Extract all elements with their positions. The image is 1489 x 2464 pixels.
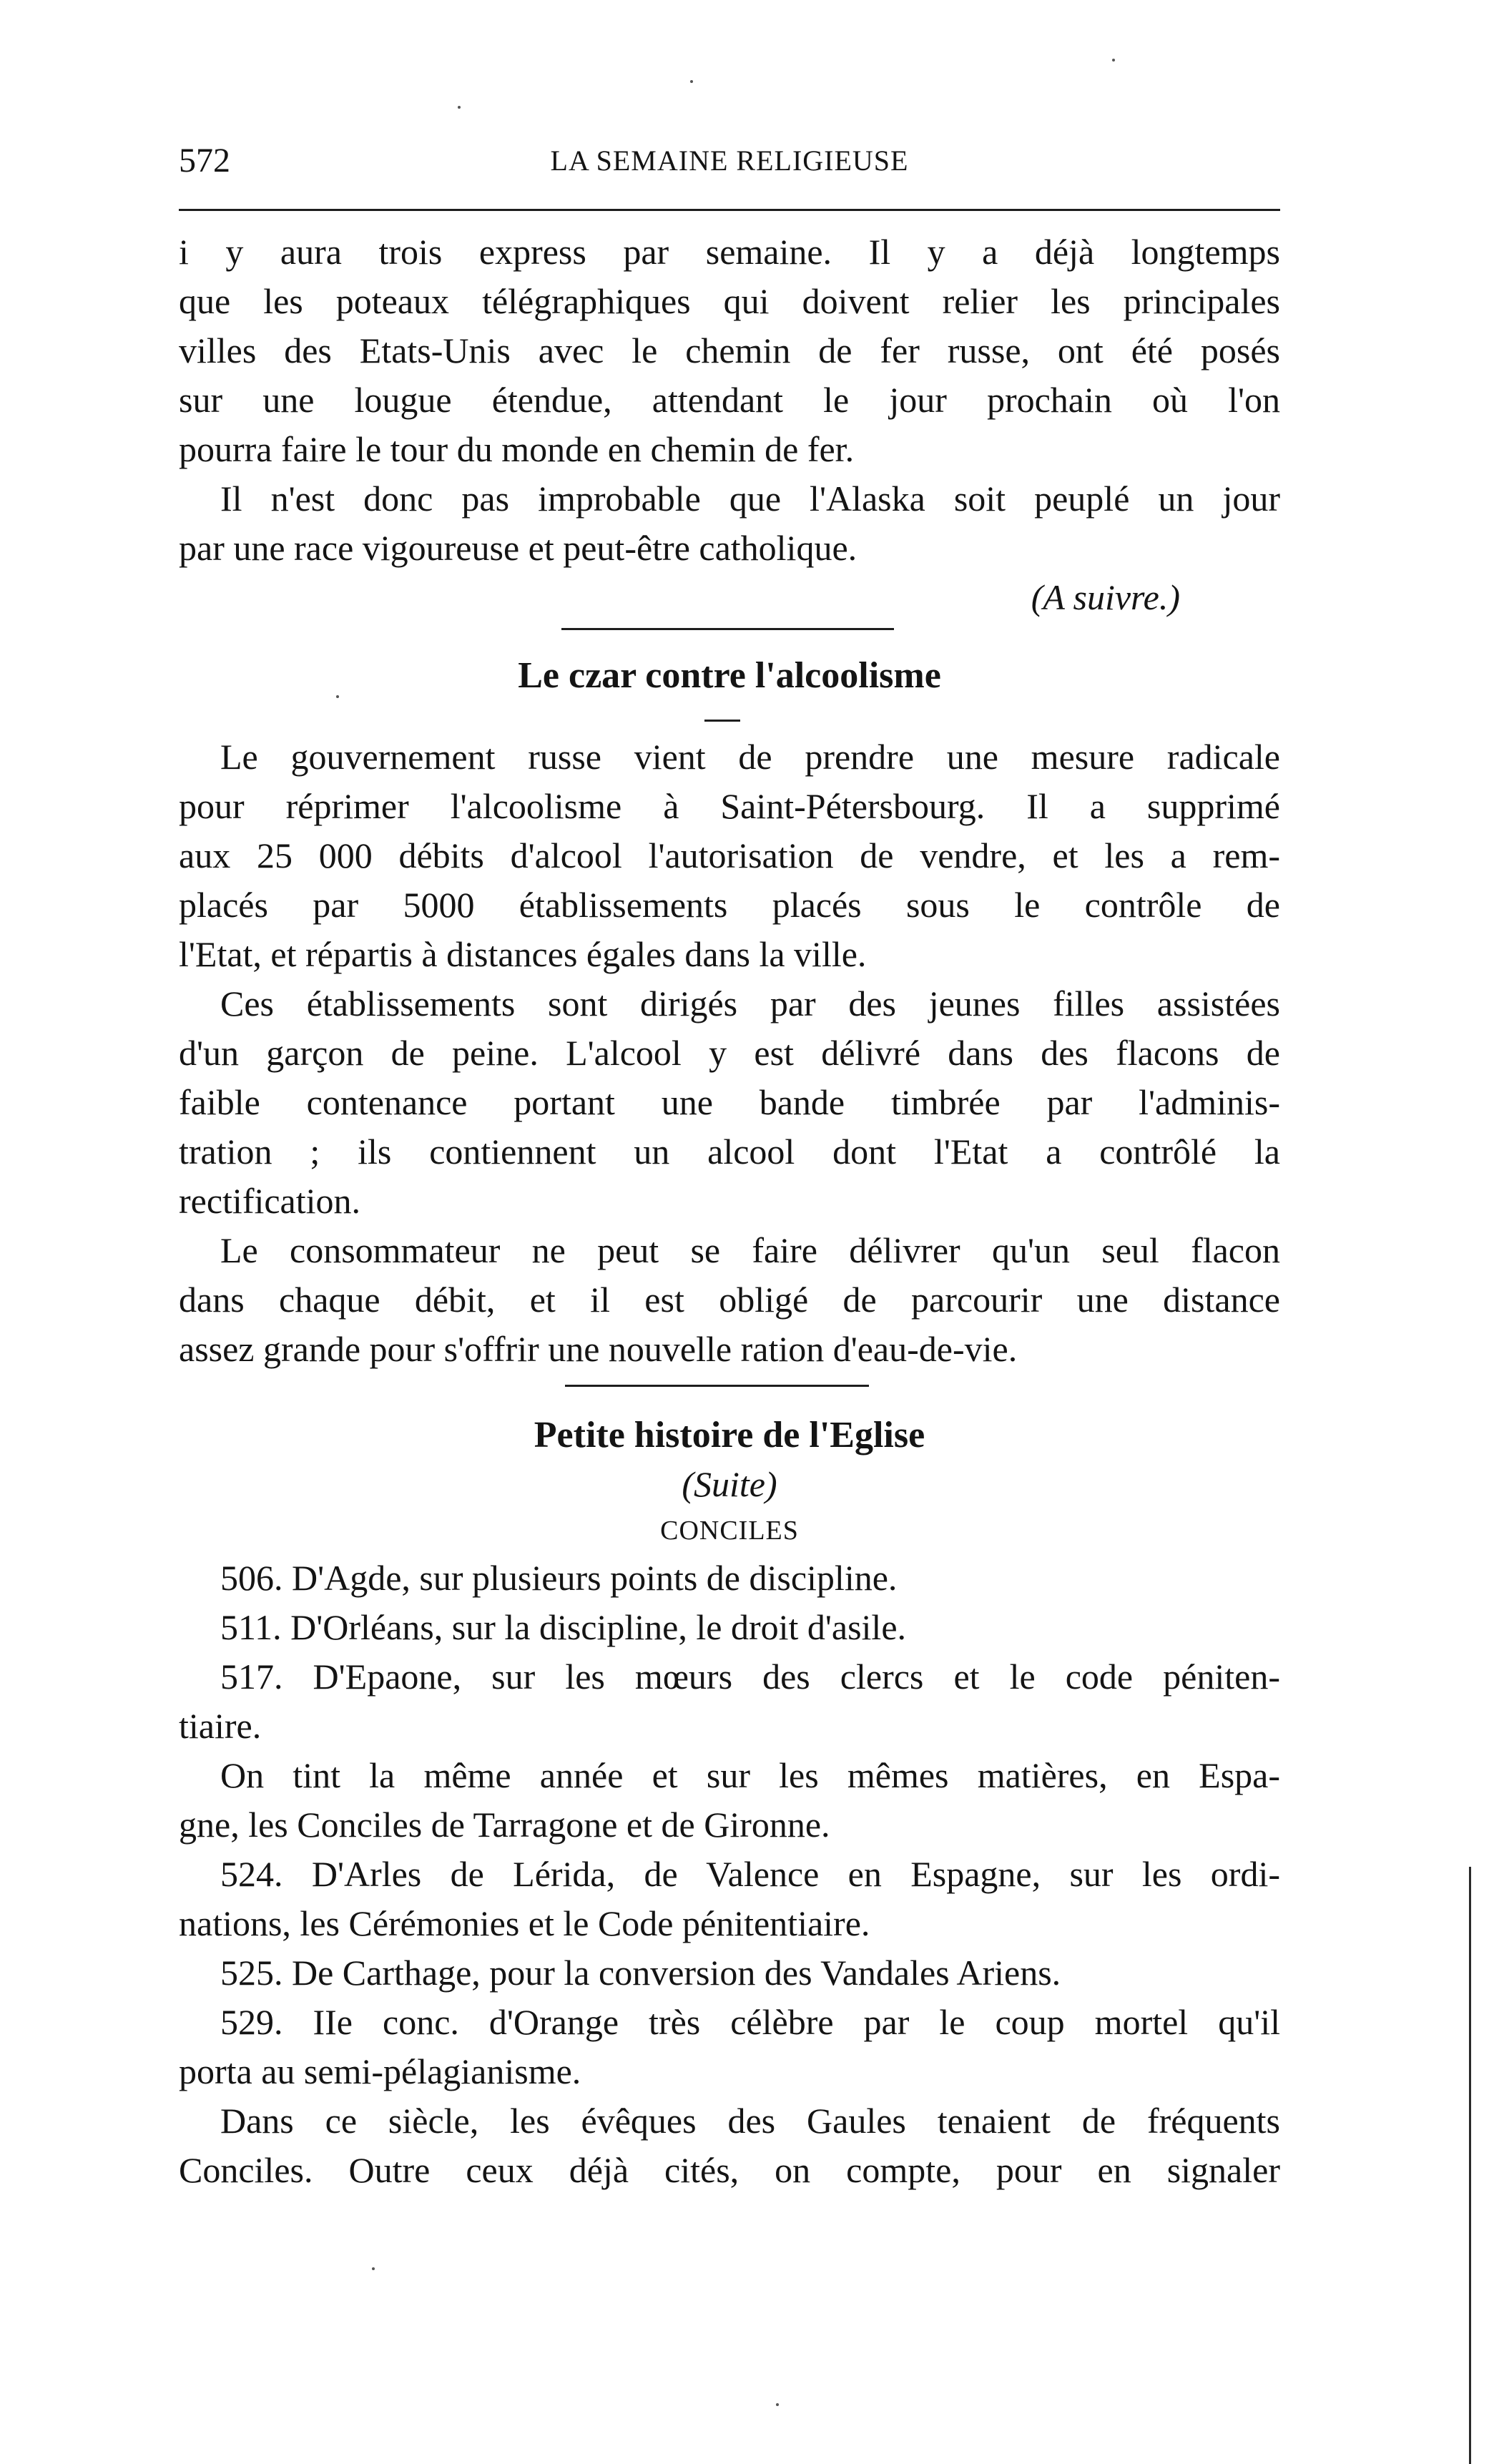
czar-text <box>179 732 1280 1374</box>
page-number: 572 <box>179 142 230 180</box>
section-title-czar: Le czar contre l'alcoolisme <box>518 655 941 696</box>
section-divider <box>561 628 894 630</box>
scan-speck <box>336 695 339 698</box>
czar-line: Le consommateur ne peut se faire délivrer qu'un seul flacon <box>220 1230 1280 1270</box>
list-item: On tint la même année et sur les mêmes matières, en Espa- <box>220 1755 1280 1795</box>
czar-line: dans chaque débit, et il est obligé de parcourir une distance <box>179 1280 1280 1320</box>
scan-speck <box>372 2267 375 2270</box>
intro-line: pourra faire le tour du monde en chemin de fer. <box>179 429 855 469</box>
section-subtitle: (Suite) <box>682 1464 777 1504</box>
czar-line: Ces établissements sont dirigés par des jeunes filles assistées <box>220 983 1280 1024</box>
czar-line: d'un garçon de peine. L'alcool y est délivré dans des flacons de <box>179 1033 1280 1073</box>
list-item: 517. D'Epaone, sur les mœurs des clercs et le code péniten- <box>220 1656 1280 1697</box>
list-item: Dans ce siècle, les évêques des Gaules tenaient de fréquents <box>220 2101 1280 2141</box>
list-item-continued: porta au semi-pélagianisme. <box>179 2051 581 2091</box>
intro-line: i y aura trois express par semaine. Il y a déjà longtemps <box>179 232 1280 272</box>
section-divider <box>565 1385 869 1387</box>
czar-line: rectification. <box>179 1181 361 1221</box>
scan-speck <box>776 2403 779 2406</box>
list-item-continued: Conciles. Outre ceux déjà cités, on compte, pour en signaler <box>179 2150 1280 2190</box>
czar-line: assez grande pour s'offrir une nouvelle ration d'eau-de-vie. <box>179 1329 1018 1369</box>
title-dash <box>704 720 740 722</box>
czar-line: faible contenance portant une bande timbrée par l'adminis- <box>179 1082 1280 1122</box>
czar-line: pour réprimer l'alcoolisme à Saint-Pétersbourg. Il a supprimé <box>179 786 1280 826</box>
list-item: 506. D'Agde, sur plusieurs points de discipline. <box>220 1558 898 1598</box>
list-item: 529. IIe conc. d'Orange très célèbre par le coup mortel qu'il <box>220 2002 1280 2042</box>
czar-line: aux 25 000 débits d'alcool l'autorisation de vendre, et les a rem- <box>179 835 1280 875</box>
czar-line: Le gouvernement russe vient de prendre une mesure radicale <box>220 737 1280 777</box>
intro-text <box>179 227 1280 622</box>
intro-line: villes des Etats-Unis avec le chemin de fer russe, ont été posés <box>179 330 1280 370</box>
running-title: LA SEMAINE RELIGIEUSE <box>550 144 909 177</box>
councils-label: CONCILES <box>660 1516 799 1546</box>
list-item-continued: tiaire. <box>179 1706 262 1746</box>
intro-line: sur une lougue étendue, attendant le jour prochain où l'on <box>179 380 1280 420</box>
intro-paragraph-line: Il n'est donc pas improbable que l'Alaska soit peuplé un jour <box>220 478 1280 519</box>
list-item-continued: gne, les Conciles de Tarragone et de Gironne. <box>179 1805 830 1845</box>
list-item-continued: nations, les Cérémonies et le Code pénitentiaire. <box>179 1903 870 1943</box>
czar-line: tration ; ils contiennent un alcool dont l'Etat a contrôlé la <box>179 1132 1280 1172</box>
czar-line: placés par 5000 établissements placés sous le contrôle de <box>179 885 1280 925</box>
scan-speck <box>690 80 693 83</box>
intro-line: que les poteaux télégraphiques qui doivent relier les principales <box>179 281 1280 321</box>
scan-speck <box>1112 59 1115 62</box>
list-item: 525. De Carthage, pour la conversion des Vandales Ariens. <box>220 1953 1061 1993</box>
scan-edge-line <box>1469 1867 1471 2464</box>
councils-list <box>179 1554 1280 2195</box>
list-item: 511. D'Orléans, sur la discipline, le droit d'asile. <box>220 1607 907 1647</box>
page-header <box>179 136 1280 186</box>
czar-line: l'Etat, et répartis à distances égales dans la ville. <box>179 934 867 974</box>
header-rule <box>179 209 1280 211</box>
section-title-history: Petite histoire de l'Eglise <box>534 1415 925 1456</box>
scan-speck <box>458 106 461 109</box>
to-follow-note: (A suivre.) <box>1031 577 1180 617</box>
list-item: 524. D'Arles de Lérida, de Valence en Espagne, sur les ordi- <box>220 1854 1280 1894</box>
intro-paragraph-line: par une race vigoureuse et peut-être catholique. <box>179 528 857 568</box>
